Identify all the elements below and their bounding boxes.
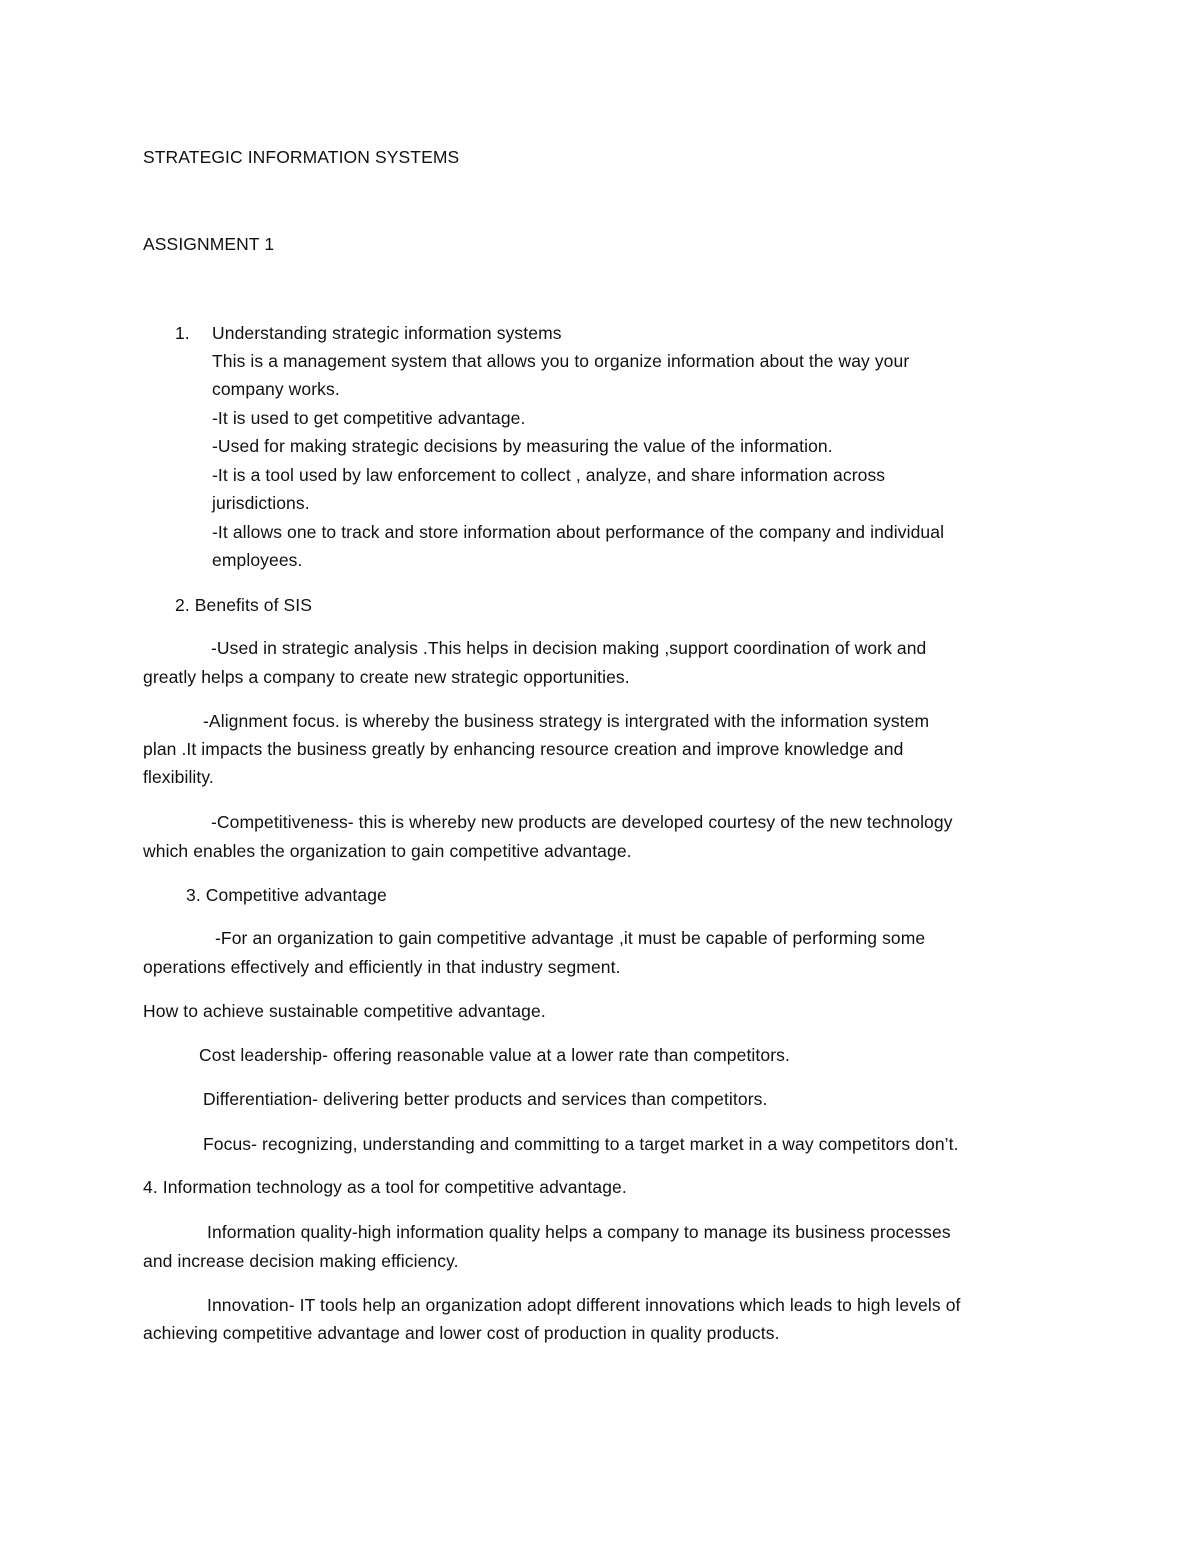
section1-line: This is a management system that allows you to organize information about the way your	[212, 351, 910, 371]
section3-subheading: How to achieve sustainable competitive advantage.	[143, 1001, 546, 1021]
section2-heading: 2. Benefits of SIS	[175, 595, 313, 615]
assignment-label: ASSIGNMENT 1	[143, 234, 275, 254]
section4-paragraph1: Information quality-high information quality helps a company to manage its business processes	[207, 1222, 951, 1242]
document-title: STRATEGIC INFORMATION SYSTEMS	[143, 147, 460, 167]
section1-line: -It allows one to track and store information about performance of the company and individual	[212, 522, 945, 542]
section4-paragraph2: Innovation- IT tools help an organization adopt different innovations which leads to high levels of	[207, 1295, 961, 1315]
section2-paragraph3: which enables the organization to gain competitive advantage.	[143, 841, 632, 861]
section2-paragraph1: -Used in strategic analysis .This helps in decision making ,support coordination of work and	[211, 638, 927, 658]
strategy-item-focus: Focus- recognizing, understanding and committing to a target market in a way competitors don’t.	[203, 1134, 959, 1154]
section3-paragraph: -For an organization to gain competitive advantage ,it must be capable of performing some	[215, 928, 926, 948]
section2-paragraph2: flexibility.	[143, 767, 214, 787]
section2-paragraph2: -Alignment focus. is whereby the business strategy is intergrated with the information system	[203, 711, 930, 731]
section1-line: -It is used to get competitive advantage.	[212, 408, 526, 428]
section4-paragraph1: and increase decision making efficiency.	[143, 1251, 459, 1271]
section3-heading: 3. Competitive advantage	[186, 885, 387, 905]
strategy-item-cost-leadership: Cost leadership- offering reasonable value at a lower rate than competitors.	[199, 1045, 790, 1065]
section1-heading: Understanding strategic information systems	[212, 323, 562, 343]
section2-paragraph3: -Competitiveness- this is whereby new products are developed courtesy of the new technology	[211, 812, 953, 832]
strategy-item-differentiation: Differentiation- delivering better products and services than competitors.	[203, 1089, 768, 1109]
section1-line: jurisdictions.	[212, 493, 310, 513]
section1-line: company works.	[212, 379, 340, 399]
list-number-1: 1.	[175, 323, 190, 343]
section2-paragraph2: plan .It impacts the business greatly by enhancing resource creation and improve knowledge and	[143, 739, 904, 759]
section1-line: employees.	[212, 550, 303, 570]
section4-paragraph2: achieving competitive advantage and lower cost of production in quality products.	[143, 1323, 780, 1343]
section1-line: -It is a tool used by law enforcement to collect , analyze, and share information across	[212, 465, 886, 485]
section2-paragraph1: greatly helps a company to create new strategic opportunities.	[143, 667, 630, 687]
section1-line: -Used for making strategic decisions by measuring the value of the information.	[212, 436, 833, 456]
section3-paragraph: operations effectively and efficiently in that industry segment.	[143, 957, 621, 977]
section4-heading: 4. Information technology as a tool for competitive advantage.	[143, 1177, 627, 1197]
